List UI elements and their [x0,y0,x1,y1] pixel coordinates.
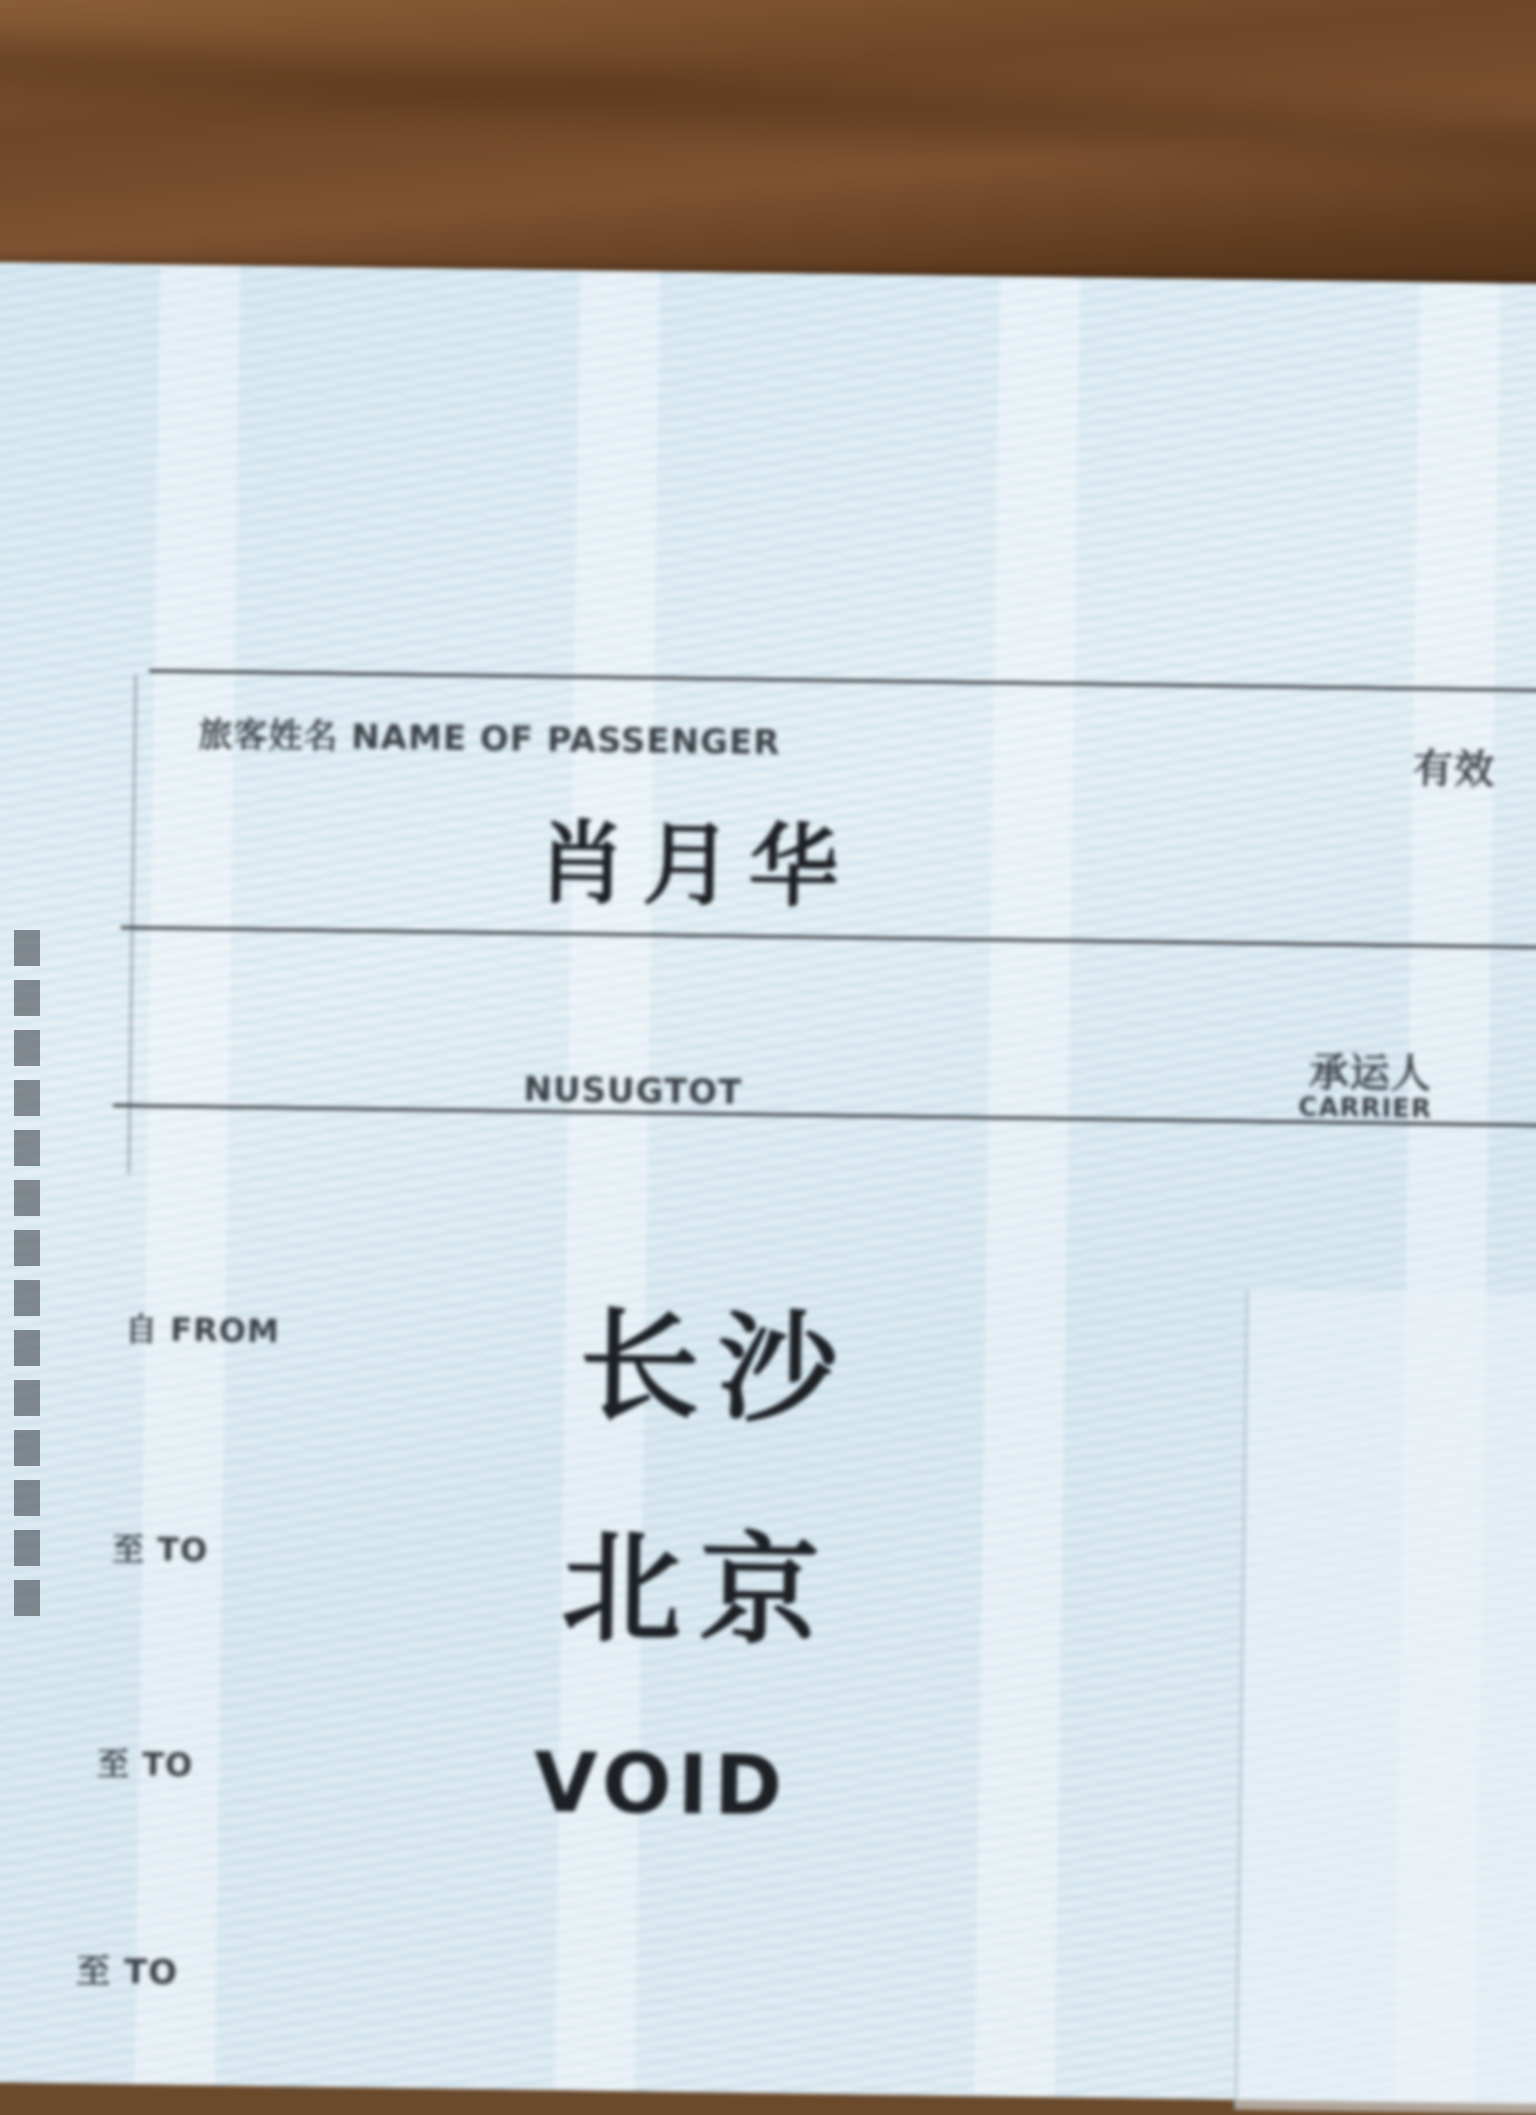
to-label: 至 TO [111,1529,209,1570]
from-city: 长沙 [578,1297,857,1441]
via-value: VOID [533,1735,789,1835]
passenger-name: 肖月华 [535,810,856,921]
mid-rule [121,926,1536,950]
wood-grain [0,17,1536,193]
airline-ticket [0,262,1536,2104]
section-code: NUSUGTOT [523,1069,743,1113]
passenger-label: 旅客姓名 NAME OF PASSENGER [198,715,781,764]
via-label: 至 TO [96,1744,194,1785]
to-city: 北京 [560,1519,839,1663]
right-header-sub: CARRIER [1298,1092,1433,1125]
right-column [1234,1290,1536,2114]
right-header-mid: 承运人 [1308,1049,1433,1098]
box-left-border [127,674,137,1174]
bottom-label: 至 TO [75,1951,179,1993]
top-rule [149,669,1536,692]
from-label: 自 FROM [124,1310,281,1351]
right-header-top: 有效 [1412,746,1496,794]
side-stub-marks [14,930,54,1710]
